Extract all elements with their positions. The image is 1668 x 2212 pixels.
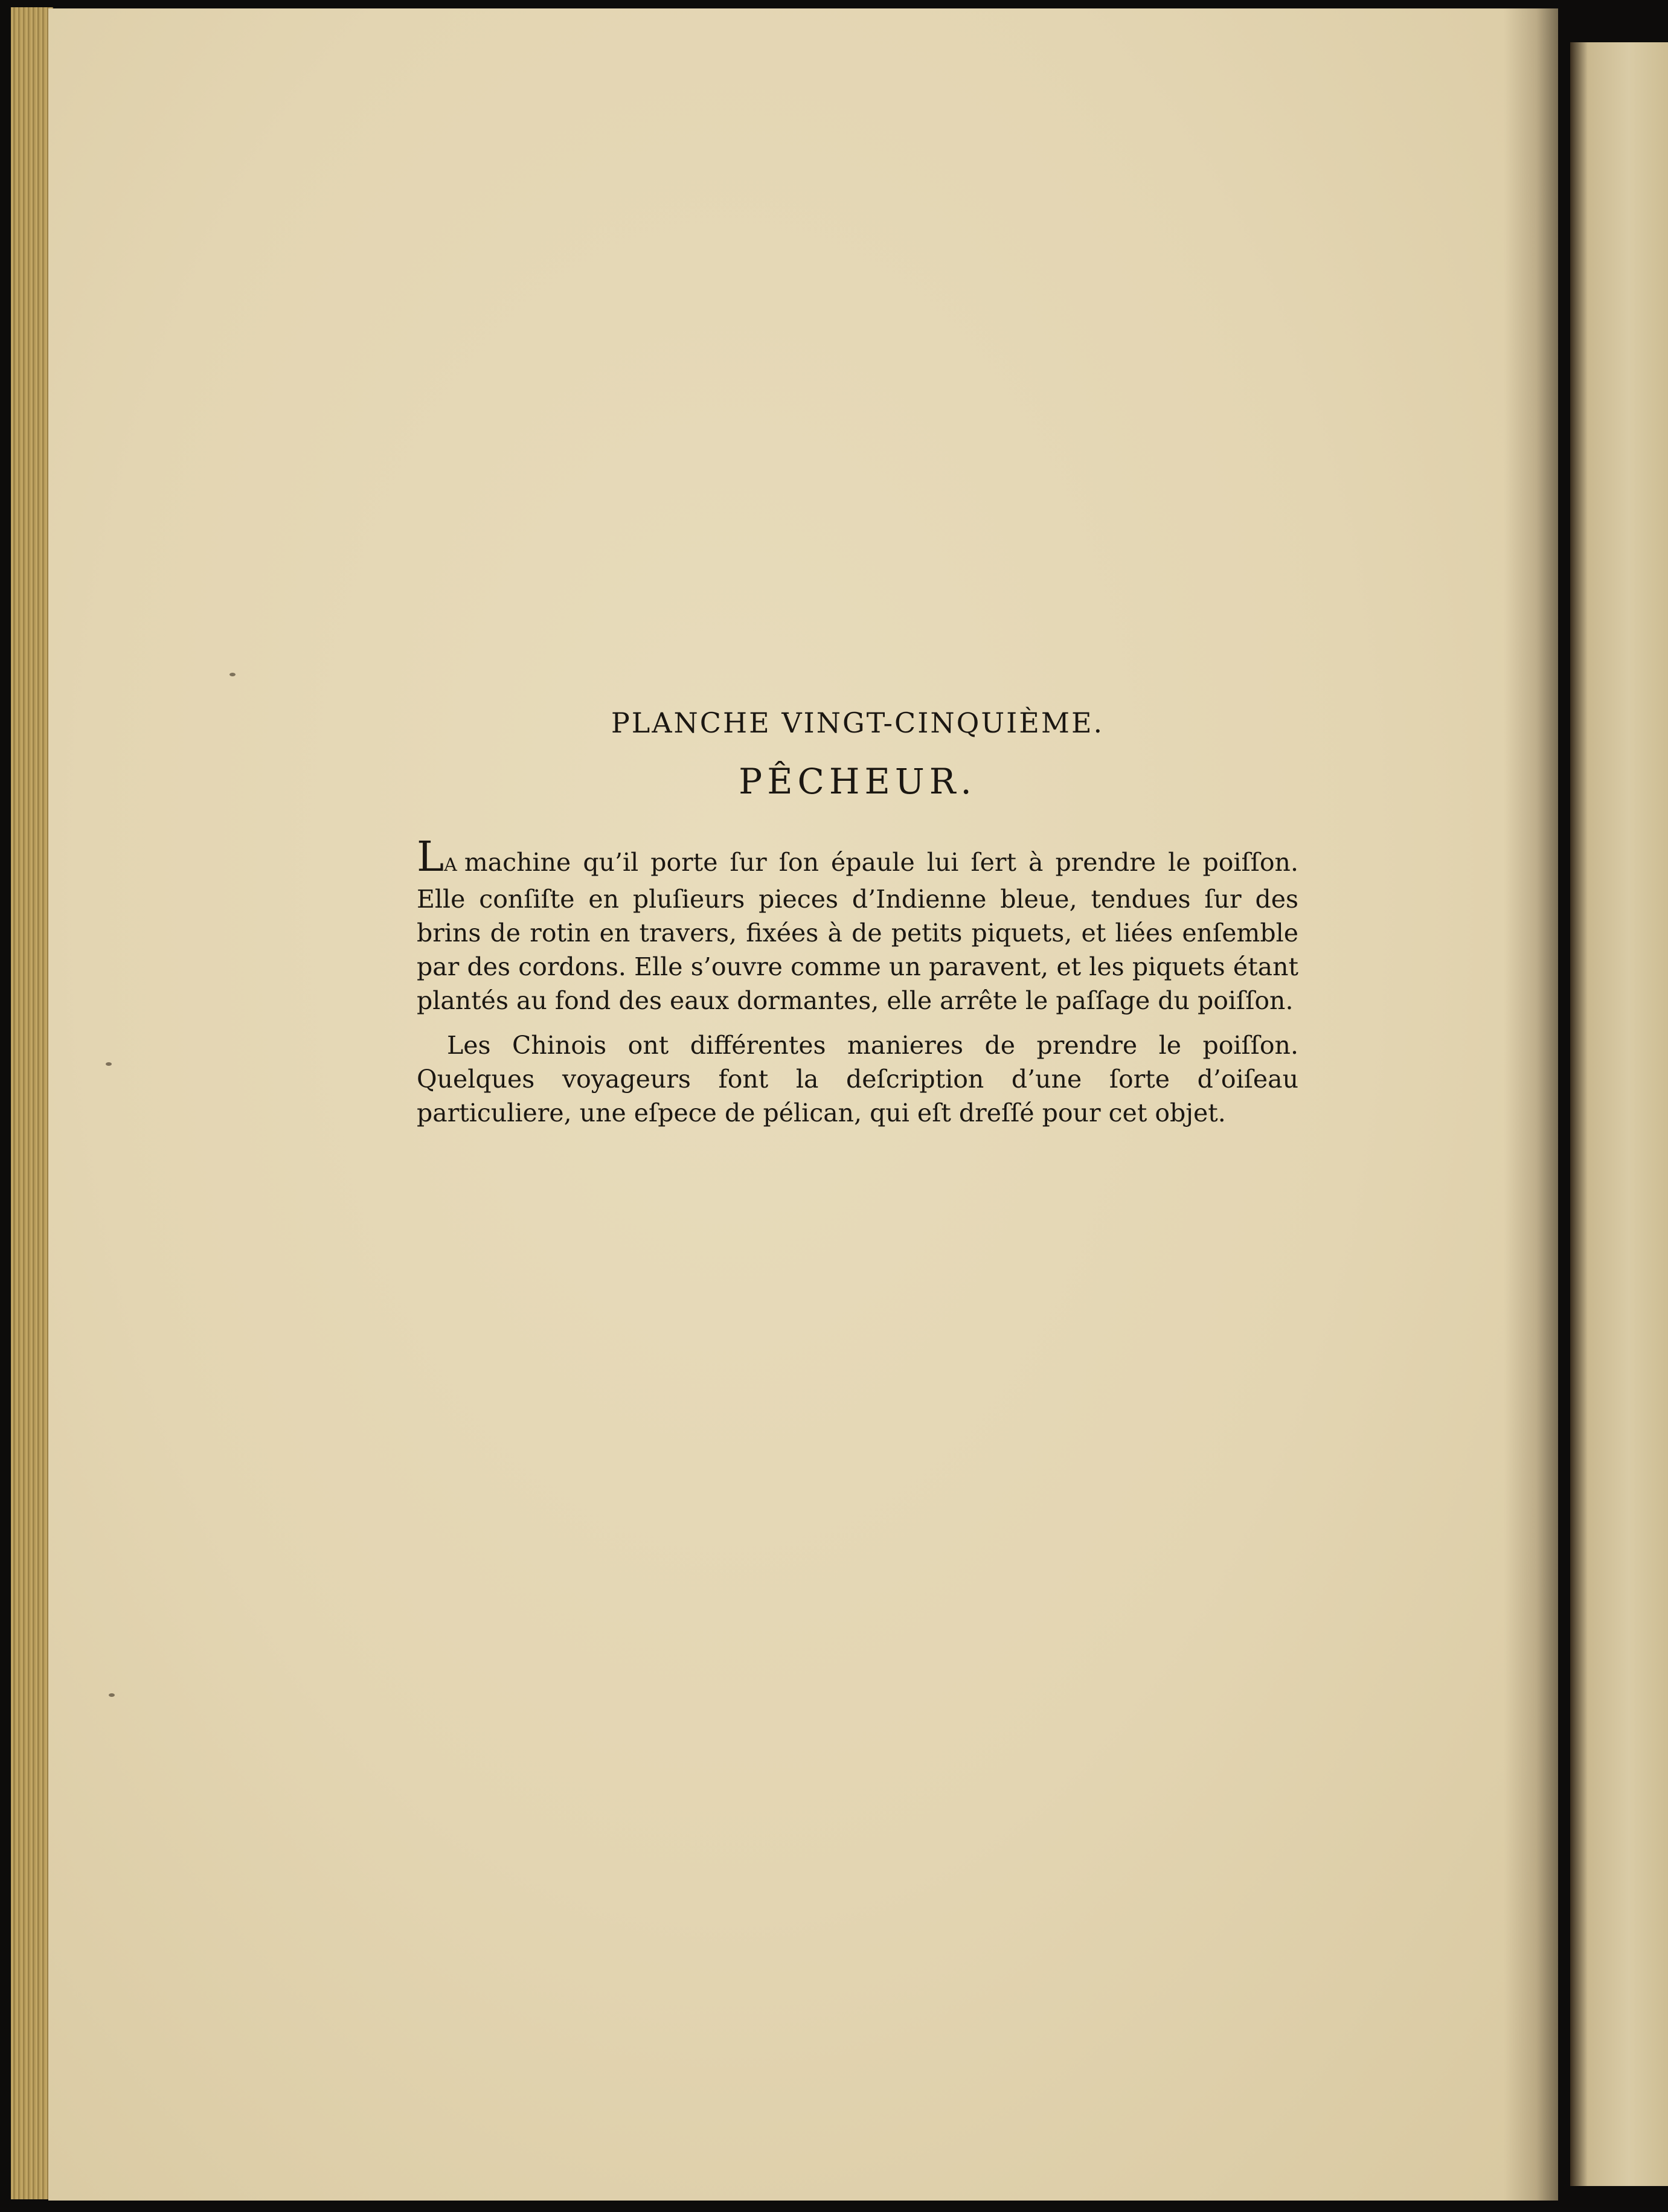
page-edge-stack [11, 7, 53, 2199]
facing-page-edge [1570, 42, 1668, 2186]
subject-title: PÊCHEUR. [739, 761, 977, 802]
plate-heading: PLANCHE VINGT-CINQUIÈME. [611, 707, 1105, 739]
drop-cap: L [417, 833, 444, 881]
paper-speck [106, 1062, 112, 1066]
paragraph-2 [417, 1028, 1298, 1130]
gutter-shadow [1504, 8, 1558, 2201]
paper-speck [109, 1693, 115, 1697]
paragraph-1 [417, 833, 1298, 1018]
paper-speck [229, 673, 236, 676]
paragraph-2-text: Les Chinois ont différentes manieres de prendre le poiſſon. Quelques voyageurs font la deſcription d’une ſorte d’oiſeau particuliere, une eſpece de pélican, qui eſt dreſſé pour cet objet. [417, 1031, 1298, 1127]
small-cap-letter: A [444, 854, 458, 876]
text-block [417, 707, 1298, 1141]
paragraph-1-text: machine qu’il porte ſur ſon épaule lui ſert à prendre le poiſſon. Elle conſiſte en pluſieurs pieces d’Indienne bleue, tendues ſur des brins de rotin en travers, fixées à de petits piquets, et liées enſemble par des cordons. Elle s’ouvre comme un paravent, et les piquets étant plantés au fond des eaux dormantes, elle arrête le paſſage du poiſſon. [417, 848, 1298, 1015]
